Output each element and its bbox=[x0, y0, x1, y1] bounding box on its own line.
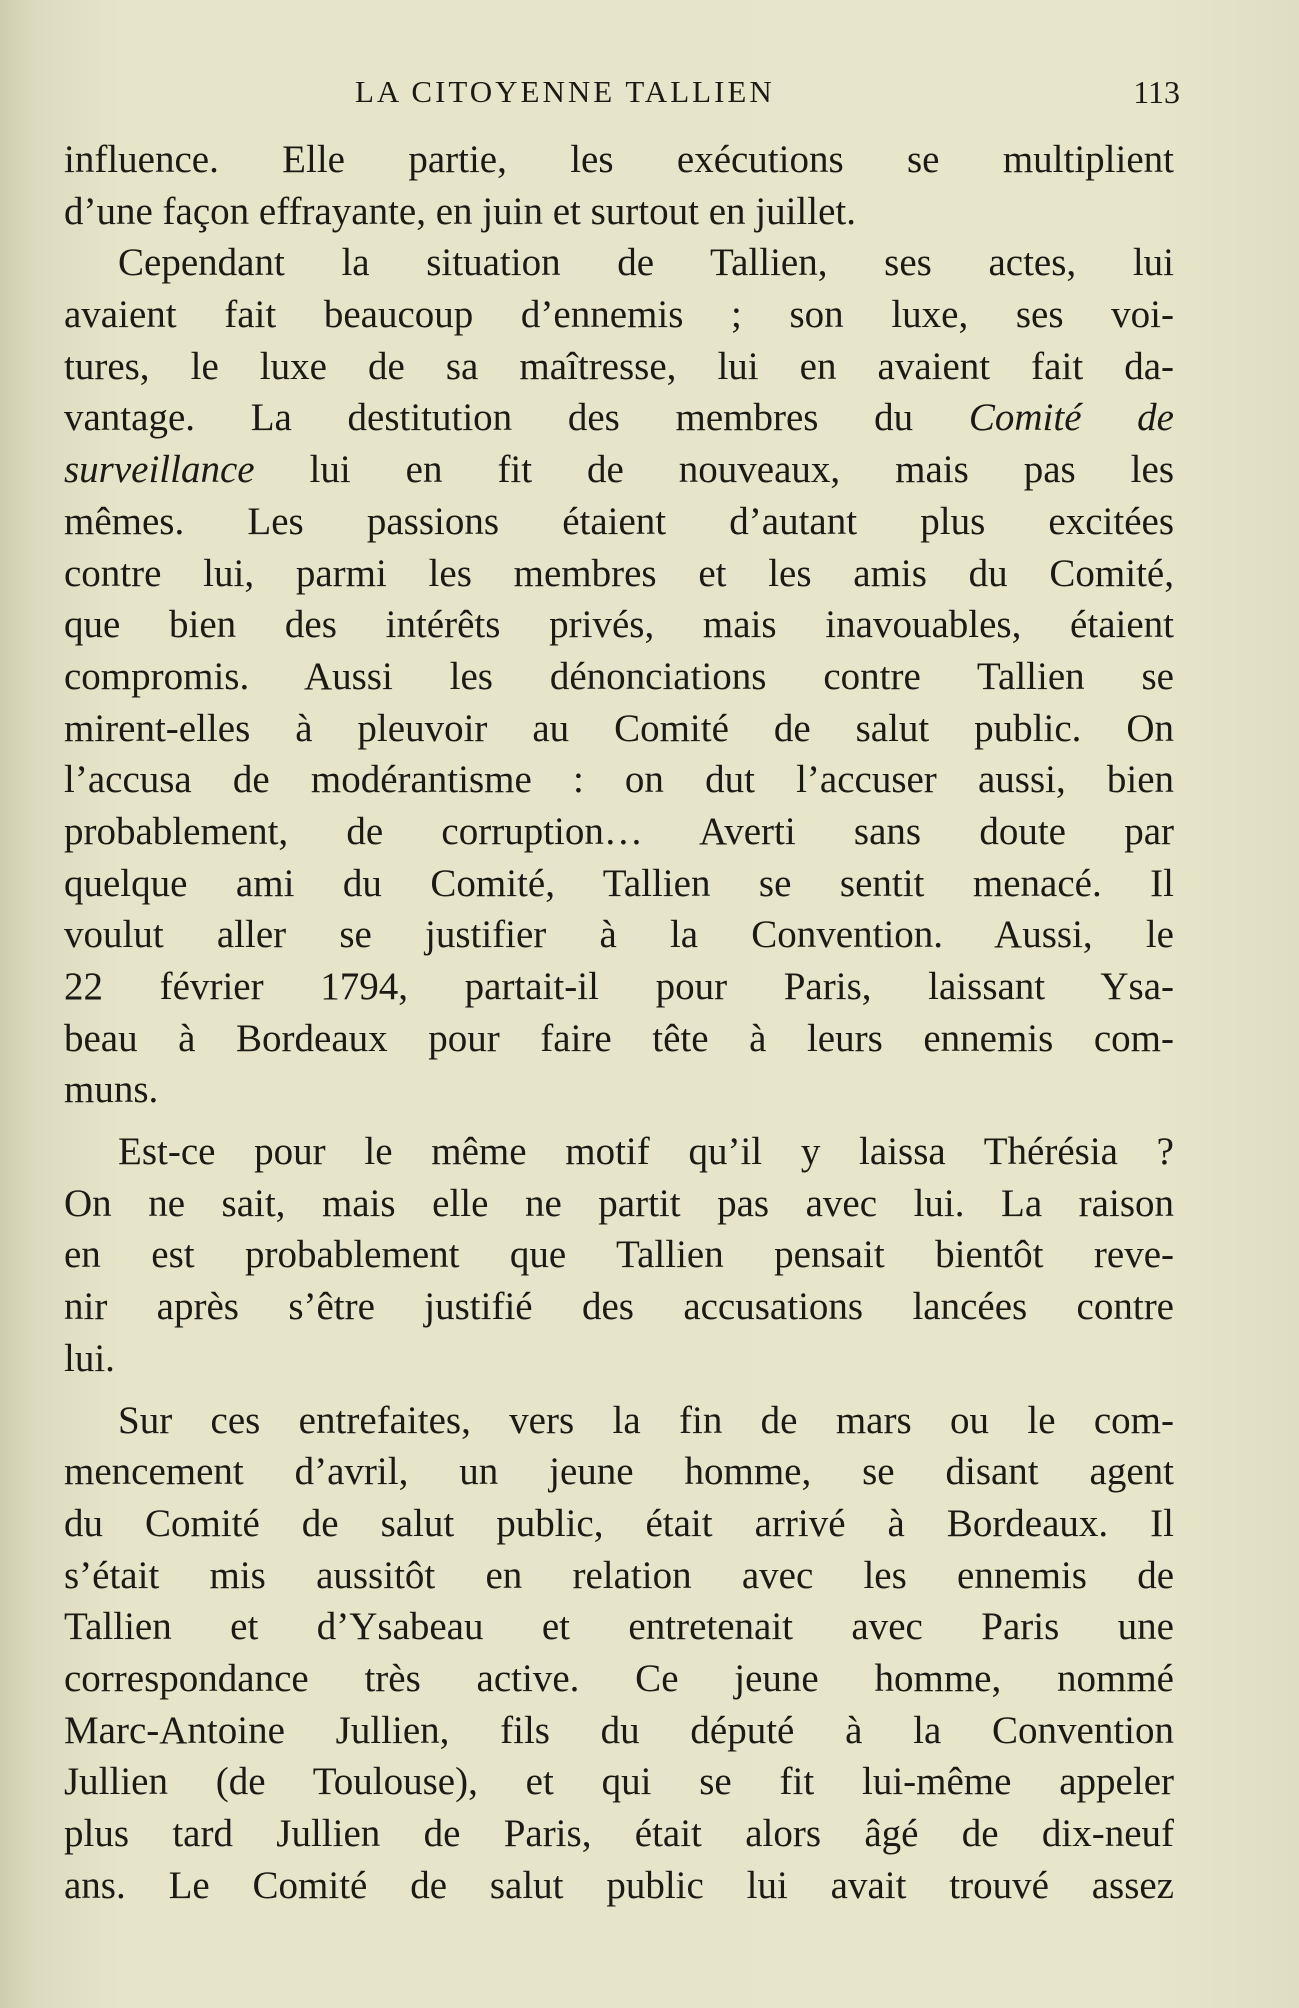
text-line: en est probablement que Tallien pensait bientôt reve- bbox=[64, 1233, 1174, 1277]
text-line: Est-ce pour le même motif qu’il y laissa Thérésia ? bbox=[118, 1130, 1174, 1174]
text-line: que bien des intérêts privés, mais inavouables, étaient bbox=[64, 603, 1174, 647]
text-line: Tallien et d’Ysabeau et entretenait avec Paris une bbox=[64, 1605, 1174, 1649]
text-line: nir après s’être justifié des accusations lancées contre bbox=[64, 1285, 1174, 1329]
text-line: Cependant la situation de Tallien, ses actes, lui bbox=[118, 241, 1174, 285]
text-line: plus tard Jullien de Paris, était alors âgé de dix-neuf bbox=[64, 1812, 1174, 1855]
text-line: l’accusa de modérantisme : on dut l’accuser aussi, bien bbox=[64, 758, 1174, 802]
text-line: avaient fait beaucoup d’ennemis ; son luxe, ses voi- bbox=[64, 293, 1174, 337]
page-number: 113 bbox=[1133, 74, 1180, 110]
text-line: influence. Elle partie, les exécutions se multiplient bbox=[64, 138, 1174, 181]
text-line: tures, le luxe de sa maîtresse, lui en avaient fait da- bbox=[64, 344, 1174, 388]
text-line: s’était mis aussitôt en relation avec les ennemis de bbox=[64, 1553, 1174, 1597]
running-title: LA CITOYENNE TALLIEN bbox=[355, 74, 775, 109]
text-line: probablement, de corruption… Averti sans doute par bbox=[64, 809, 1174, 853]
text-line: mencement d’avril, un jeune homme, se disant agent bbox=[64, 1450, 1174, 1494]
text-line: du Comité de salut public, était arrivé à Bordeaux. Il bbox=[64, 1501, 1174, 1545]
italic-text: Comité de bbox=[968, 396, 1174, 440]
text-line: correspondance très active. Ce jeune homme, nommé bbox=[64, 1656, 1174, 1700]
paragraph-gap bbox=[64, 1116, 1174, 1126]
text-line: Sur ces entrefaites, vers la fin de mars ou le com- bbox=[118, 1398, 1174, 1442]
text-line: contre lui, parmi les membres et les amis du Comité, bbox=[64, 551, 1174, 595]
italic-text: surveillance bbox=[64, 448, 255, 492]
text-line: muns. bbox=[64, 1068, 159, 1112]
text-line: beau à Bordeaux pour faire tête à leurs ennemis com- bbox=[64, 1016, 1174, 1060]
running-head bbox=[60, 74, 1180, 124]
text-line: compromis. Aussi les dénonciations contre Tallien se bbox=[64, 654, 1174, 698]
text-line: ans. Le Comité de salut public lui avait trouvé assez bbox=[64, 1863, 1174, 1907]
text-line: lui. bbox=[64, 1336, 115, 1380]
body-text bbox=[64, 134, 1174, 1911]
text-line: 22 février 1794, partait-il pour Paris, laissant Ysa- bbox=[64, 965, 1174, 1008]
text-line: On ne sait, mais elle ne partit pas avec lui. La raison bbox=[64, 1181, 1174, 1225]
text-line: mêmes. Les passions étaient d’autant plus excitées bbox=[64, 499, 1174, 543]
paragraph-gap bbox=[64, 1385, 1174, 1395]
text-line: quelque ami du Comité, Tallien se sentit menacé. Il bbox=[64, 861, 1174, 905]
text-line: mirent-elles à pleuvoir au Comité de salut public. On bbox=[64, 706, 1174, 750]
text-line: Marc-Antoine Jullien, fils du député à la Convention bbox=[64, 1708, 1174, 1752]
text-span: lui en fit de nouveaux, mais pas les bbox=[254, 448, 1174, 492]
text-line bbox=[64, 444, 1174, 496]
text-line: voulut aller se justifier à la Convention. Aussi, le bbox=[64, 913, 1174, 957]
text-line: Jullien (de Toulouse), et qui se fit lui-même appeler bbox=[64, 1760, 1174, 1804]
text-line bbox=[64, 392, 1174, 444]
text-line: d’une façon effrayante, en juin et surtout en juillet. bbox=[64, 189, 856, 233]
text-span: vantage. La destitution des membres du bbox=[64, 396, 969, 440]
